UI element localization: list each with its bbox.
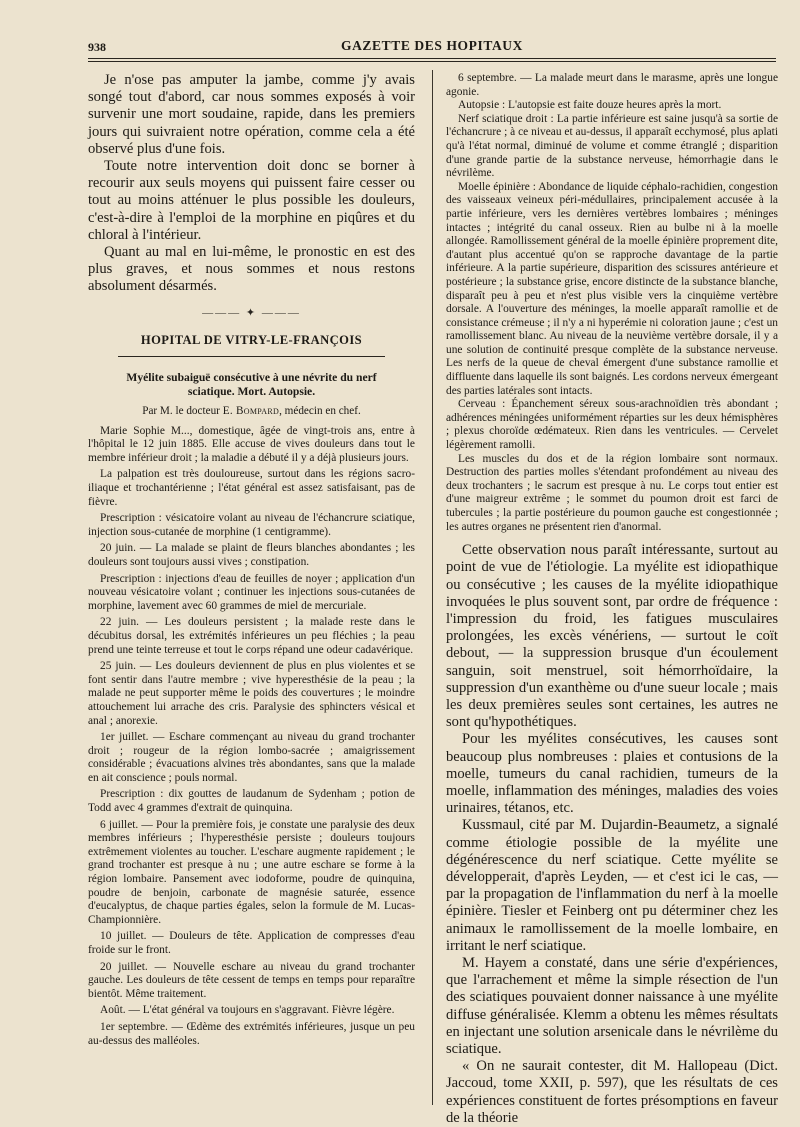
case-paragraph: 1er juillet. — Eschare commençant au niveau du grand trochanter droit ; rougeur de la région lombo-sacrée ; amaigrissement considérable ; évacuations alvines très abondantes, sans que la malade en ait conscience ; pouls normal. — [88, 731, 415, 784]
intro-paragraph: Toute notre intervention doit donc se borner à recourir aux seuls moyens qui puissent faire cesser ou tout au moins atténuer le plus possible les douleurs, c'est-à-dire à l'emploi de la morphine en piqûres et du chloral à l'intérieur. — [88, 158, 415, 243]
discussion-paragraph: Cette observation nous paraît intéressante, surtout au point de vue de l'étiologie. La myélite est idiopathique ou consécutive ; les causes de la myélite idiopathique invoquées le plus souvent sont, par ordre de fréquence : l'impression du froid, les fatigues musculaires prolongées, les excès vénériens, — surtout le coït debout, — la suppression brusque d'un écoulement sanguin, soit menstruel, soit hémorrhoïdaire, la suppression d'un exanthème ou d'une sueur locale ; mais les deux premières seules sont certaines, les autres ne sont qu'hypothétiques. — [446, 542, 778, 731]
page-header — [88, 34, 776, 59]
brain-paragraph: Cerveau : Épanchement séreux sous-arachnoïdien très abondant ; adhérences méningées uniformément réparties sur les deux hémisphères ; plexus choroïde œdémateux. Rien dans les ventricules. — Cervelet légèrement ramolli. — [446, 398, 778, 452]
discussion-paragraph: « On ne saurait contester, dit M. Hallopeau (Dict. Jaccoud, tome XXII, p. 597), que les résultats de ces expériences constituent de fortes présomptions en faveur de la théorie — [446, 1058, 778, 1126]
section-ornament: ——— ✦ ——— — [202, 306, 301, 319]
discussion-paragraph: Kussmaul, cité par M. Dujardin-Beaumetz, a signalé comme étiologie possible de la myélite une dégénérescence du nerf sciatique. Cette myélite se développerait, d'après Leyden, — et c'est ici le cas, — par la propagation de l'inflammation du nerf à la moelle épinière. Tiesler et Feinberg ont pu déterminer chez les animaux le ramollissement de la moelle lombaire, en irritant le nerf sciatique. — [446, 817, 778, 954]
case-paragraph: Marie Sophie M..., domestique, âgée de vingt-trois ans, entre à l'hôpital le 12 juin 1885. Elle accuse de vives douleurs dans tout le membre inférieur droit ; la maladie a débuté il y a déjà plusieurs jours. — [88, 424, 415, 464]
discussion-paragraph: M. Hayem a constaté, dans une série d'expériences, que l'arrachement et même la simple résection de l'un des sciatiques pouvaient donner naissance à une myélite diffuse généralisée. Klemm a obtenu les mêmes résultats en injectant une solution arsenicale dans le névrilème du sciatique. — [446, 955, 778, 1058]
page-number: 938 — [88, 40, 106, 54]
muscles-paragraph: Les muscles du dos et de la région lombaire sont normaux. Destruction des parties molles s'étendant profondément au niveau des deux trochanters ; le sacrum est presque à nu. Le corps tout entier est d'une maigreur extrême ; le sommet du poumon droit est farci de tubercules ; la partie postérieure du poumon gauche est congestionnée ; les autres organes ne présentent rien d'anormal. — [446, 452, 778, 533]
byline-suffix: , médecin en chef. — [279, 404, 361, 417]
case-paragraph: 25 juin. — Les douleurs deviennent de plus en plus violentes et se font sentir dans l'autre membre ; vive hyperesthésie de la peau ; la malade ne peut supporter même le poids des couvertures ; le moindre attouchement lui arrache des cris. Paralysie des sphincters vésical et anal ; anorexie. — [88, 660, 415, 727]
byline — [88, 405, 415, 417]
case-paragraph: 6 juillet. — Pour la première fois, je constate une paralysie des deux membres inférieurs ; l'hyperesthésie persiste ; douleurs toujours extrêmement violentes au toucher. L'eschare augmente rapidement ; le grand trochanter est presque à nu ; une autre eschare se forme à la région lombaire. Pansement avec iodoforme, poudre de quinquina, poudre de benjoin, carbonate de magnésie saturée, essence d'eucalyptus, de chaque parties égales, selon la formule de M. Lucas-Championnière. — [88, 818, 415, 926]
case-paragraph: 22 juin. — Les douleurs persistent ; la malade reste dans le décubitus dorsal, les extrémités inférieures un peu fléchies ; la peau prend une teinte terreuse et tout le corps répand une odeur cadavérique. — [88, 616, 415, 656]
case-paragraph: Août. — L'état général va toujours en s'aggravant. Fièvre légère. — [100, 1004, 395, 1017]
spinal-cord-paragraph: Moelle épinière : Abondance de liquide céphalo-rachidien, congestion des vaisseaux veineux péri-médullaires, principalement accusée à la partie inférieure, vers les dernières vertèbres lombaires ; méninges intactes ; intégrité du canal osseux. Rien au bulbe ni à la moelle allongée. Ramollissement général de la moelle épinière proprement dite, d'autant plus accentué qu'on se rapproche davantage de la partie inférieure. A la partie supérieure, disparition des scissures antérieure et postérieure ; la substance grise, encore distincte de la substance blanche, disparaît peu à peu et n'est plus visible vers la cinquième vertèbre dorsale. A l'ouverture des méninges, la moelle apparaît ramollie et de consistance crémeuse ; il n'y a ni hyperémie ni coloration jaune ; c'est un ramollissement blanc. Au niveau de la neuvième vertèbre dorsale, il y a une solution de continuité presque complète de la substance nerveuse. Les nerfs de la queue de cheval émergent d'une substance ramollie et diffluente dans laquelle ils sont baignés. Les cordons nerveux émergeant des parties latérales sont intacts. — [446, 180, 778, 397]
case-paragraph: Prescription : dix gouttes de laudanum de Sydenham ; potion de Todd avec 4 grammes d'extrait de quinquina. — [88, 788, 415, 815]
sciatic-nerve-paragraph: Nerf sciatique droit : La partie inférieure est saine jusqu'à sa sortie de l'échancrure ; à ce niveau et au-dessus, il apparaît ecchymosé, plus aplati qu'à l'état normal, diminué de volume et comme étranglé ; disparition d'une grande partie de la substance nerveuse, hémorrhagie dans le névrilème. — [446, 112, 778, 180]
case-paragraph: 6 septembre. — La malade meurt dans le marasme, après une longue agonie. — [446, 72, 778, 98]
autopsy-paragraph: Autopsie : L'autopsie est faite douze heures après la mort. — [458, 99, 722, 112]
right-column — [446, 72, 778, 1127]
left-column — [88, 72, 415, 1048]
case-paragraph: 20 juillet. — Nouvelle eschare au niveau du grand trochanter gauche. Les douleurs de tête cessent de temps en temps pour reparaître bientôt. Même traitement. — [88, 960, 415, 1000]
case-paragraph: 20 juin. — La malade se plaint de fleurs blanches abondantes ; les douleurs sont toujours aussi vives ; constipation. — [88, 542, 415, 568]
case-paragraph: 10 juillet. — Douleurs de tête. Application de compresses d'eau froide sur le front. — [88, 930, 415, 957]
intro-paragraph: Je n'ose pas amputer la jambe, comme j'y avais songé tout d'abord, car nous sommes exposés à voir survenir une mort soudaine, rapide, dans les premiers jours qui suivraient notre opération, comme cela a été observé plus d'une fois. — [88, 72, 415, 157]
author-name: E. Bompard — [222, 404, 280, 417]
case-paragraph: La palpation est très douloureuse, surtout dans les régions sacro-iliaque et trochantérienne ; l'état général est assez satisfaisant, pas de fièvre. — [88, 468, 415, 508]
case-paragraph: Prescription : injections d'eau de feuilles de noyer ; application d'un nouveau vésicatoire volant ; continuer les injections sous-cutanées de morphine, lavement avec 60 grammes de miel de mercuriale. — [88, 572, 415, 612]
section-title: HOPITAL DE VITRY-LE-FRANÇOIS — [118, 333, 385, 357]
column-divider — [432, 70, 433, 1105]
running-title: GAZETTE DES HOPITAUX — [340, 38, 524, 53]
case-paragraph: Prescription : vésicatoire volant au niveau de l'échancrure sciatique, injection sous-cutanée de morphine (1 centigramme). — [88, 512, 415, 538]
case-paragraph: 1er septembre. — Œdème des extrémités inférieures, jusque un peu au-dessus des malléoles. — [88, 1020, 415, 1047]
intro-paragraph: Quant au mal en lui-même, le pronostic en est des plus graves, et nous sommes et nous restons absolument désarmés. — [88, 244, 415, 295]
article-title: Myélite subaiguë consécutive à une névrite du nerf sciatique. Mort. Autopsie. — [126, 370, 377, 398]
byline-prefix: Par M. le docteur — [142, 404, 220, 417]
discussion-paragraph: Pour les myélites consécutives, les causes sont beaucoup plus nombreuses : plaies et contusions de la moelle, tumeurs du canal rachidien, tumeurs de la moelle, inflammation des méninges, maladies des voies urinaires, tétanos, etc. — [446, 731, 778, 817]
header-rule — [88, 61, 776, 62]
